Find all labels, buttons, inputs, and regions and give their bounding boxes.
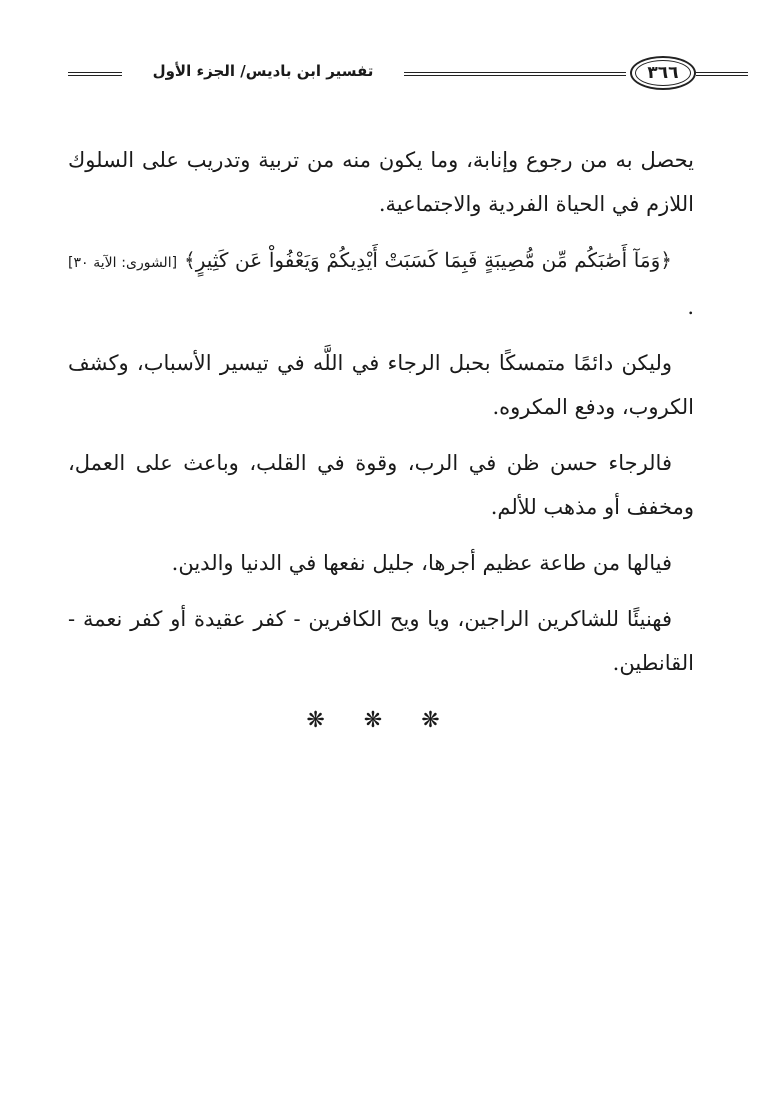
header-rule-left — [68, 72, 122, 76]
verse-end: . — [687, 295, 694, 319]
page-number: ٣٦٦ — [630, 56, 696, 90]
verse-reference: [الشورى: الآية ٣٠] — [68, 255, 178, 271]
paragraph-6: فهنيئًا للشاكرين الراجين، ويا ويح الكافرين - كفر عقيدة أو كفر نعمة - القانطين. — [68, 607, 694, 675]
page-body — [68, 138, 694, 743]
paragraph-5: فيالها من طاعة عظيم أجرها، جليل نفعها في الدنيا والدين. — [171, 551, 672, 575]
paragraph-3: وليكن دائمًا متمسكًا بحبل الرجاء في اللَّه في تيسير الأسباب، وكشف الكروب، ودفع المكروه. — [68, 351, 694, 419]
paragraph-4: فالرجاء حسن ظن في الرب، وقوة في القلب، وباعث على العمل، ومخفف أو مذهب للألم. — [68, 451, 694, 519]
quran-verse: ﴿وَمَآ أَصَٰبَكُم مِّن مُّصِيبَةٍ فَبِمَا كَسَبَتْ أَيْدِيكُمْ وَيَعْفُواْ عَن كَثِيرٍ﴾ — [184, 248, 672, 272]
header-rule-middle — [404, 72, 626, 76]
quran-verse-paragraph — [68, 238, 694, 329]
running-title: تفسير ابن باديس/ الجزء الأول — [152, 62, 374, 80]
header-rule-right — [696, 72, 748, 76]
page-header — [66, 56, 688, 92]
paragraph-1: يحصل به من رجوع وإنابة، وما يكون منه من تربية وتدريب على السلوك اللازم في الحياة الفردية والاجتماعية. — [68, 148, 694, 216]
section-separator: ❋ ❋ ❋ — [306, 708, 456, 733]
